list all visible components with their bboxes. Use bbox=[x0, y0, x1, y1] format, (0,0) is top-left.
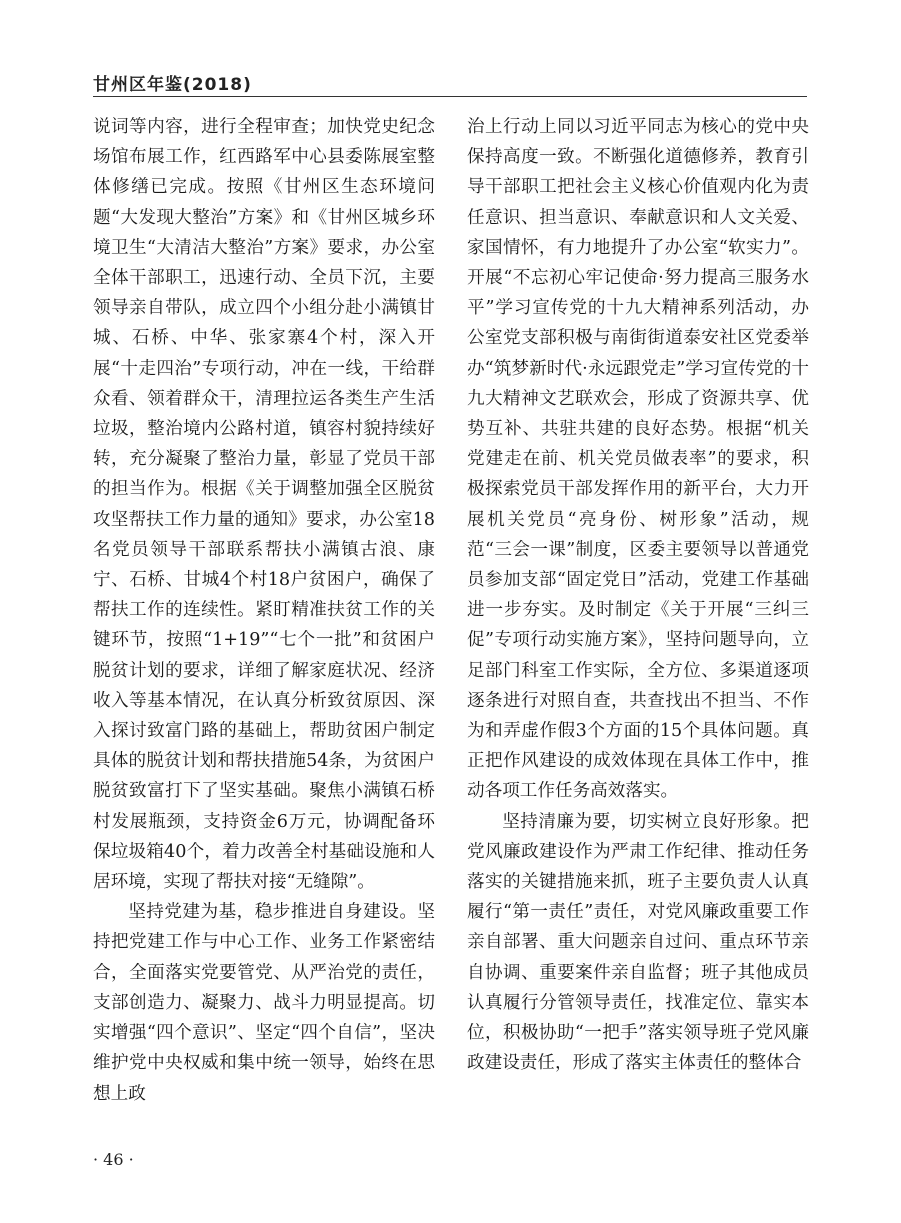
right-column bbox=[467, 112, 809, 1079]
page-number: · 46 · bbox=[93, 1150, 134, 1169]
paragraph: 治上行动上同以习近平同志为核心的党中央保持高度一致。不断强化道德修养，教育引导干部职工把社会主义核心价值观内化为责任意识、担当意识、奉献意识和人文关爱、家国情怀，有力地提升了办公室“软实力”。开展“不忘初心牢记使命·努力提高三服务水平”学习宣传党的十九大精神系列活动，办公室党支部积极与南街街道泰安社区党委举办“筑梦新时代·永远跟党走”学习宣传党的十九大精神文艺联欢会，形成了资源共享、优势互补、共驻共建的良好态势。根据“机关党建走在前、机关党员做表率”的要求，积极探索党员干部发挥作用的新平台，大力开展机关党员“亮身份、树形象”活动，规范“三会一课”制度，区委主要领导以普通党员参加支部“固定党日”活动，党建工作基础进一步夯实。及时制定《关于开展“三纠三促”专项行动实施方案》，坚持问题导向，立足部门科室工作实际，全方位、多渠道逐项逐条进行对照自查，共查找出不担当、不作为和弄虚作假3个方面的15个具体问题。真正把作风建设的成效体现在具体工作中，推动各项工作任务高效落实。 bbox=[467, 117, 809, 802]
paragraph: 坚持清廉为要，切实树立良好形象。把党风廉政建设作为严肃工作纪律、推动任务落实的关键措施来抓，班子主要负责人认真履行“第一责任”责任，对党风廉政重要工作亲自部署、重大问题亲自过问、重点环节亲自协调、重要案件亲自监督；班子其他成员认真履行分管领导责任，找准定位、靠实本位，积极协助“一把手”落实领导班子党风廉政建设责任，形成了落实主体责任的整体合 bbox=[467, 811, 809, 1074]
paragraph: 说词等内容，进行全程审查；加快党史纪念场馆布展工作，红西路军中心县委陈展室整体修缮已完成。按照《甘州区生态环境问题“大发现大整治”方案》和《甘州区城乡环境卫生“大清洁大整治”方案》要求，办公室全体干部职工，迅速行动、全员下沉，主要领导亲自带队，成立四个小组分赴小满镇甘城、石桥、中华、张家寨4个村，深入开展“十走四治”专项行动，冲在一线，干给群众看、领着群众干，清理拉运各类生产生活垃圾，整治境内公路村道，镇容村貌持续好转，充分凝聚了整治力量，彰显了党员干部的担当作为。根据《关于调整加强全区脱贫攻坚帮扶工作力量的通知》要求，办公室18名党员领导干部联系帮扶小满镇古浪、康宁、石桥、甘城4个村18户贫困户，确保了帮扶工作的连续性。紧盯精准扶贫工作的关键环节，按照“1+19”“七个一批”和贫困户脱贫计划的要求，详细了解家庭状况、经济收入等基本情况，在认真分析致贫原因、深入探讨致富门路的基础上，帮助贫困户制定具体的脱贫计划和帮扶措施54条，为贫困户脱贫致富打下了坚实基础。聚焦小满镇石桥村发展瓶颈，支持资金6万元，协调配备环保垃圾箱40个，着力改善全村基础设施和人居环境，实现了帮扶对接“无缝隙”。 bbox=[93, 117, 435, 893]
left-column bbox=[93, 112, 435, 1109]
paragraph: 坚持党建为基，稳步推进自身建设。坚持把党建工作与中心工作、业务工作紧密结合，全面落实党要管党、从严治党的责任，支部创造力、凝聚力、战斗力明显提高。切实增强“四个意识”、坚定“四个自信”，坚决维护党中央权威和集中统一领导，始终在思想上政 bbox=[93, 902, 435, 1104]
running-header bbox=[93, 66, 807, 97]
yearbook-title: 甘州区年鉴(2018) bbox=[93, 75, 252, 95]
